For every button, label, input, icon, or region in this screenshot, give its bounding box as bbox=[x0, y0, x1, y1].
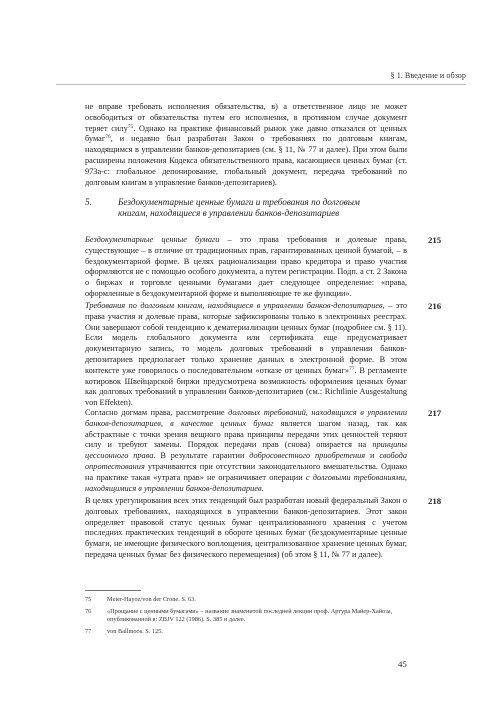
paragraph-217 bbox=[85, 408, 407, 494]
paragraph-217-text-4: и bbox=[365, 451, 380, 461]
term-uncertificated-securities: Бездокументарные ценные бумаги bbox=[85, 235, 220, 244]
paragraph-217-italic-3: добросовестного приобретения bbox=[249, 451, 366, 461]
paragraph-217-italic-1: долговых требований, находящихся в управлении банков-депозитариев, в качестве ценных бумаг bbox=[85, 408, 407, 428]
footnote-ref-76[interactable]: 76 bbox=[105, 134, 111, 141]
footnote-number: 75 bbox=[85, 596, 92, 603]
footnote-number: 77 bbox=[85, 628, 92, 635]
paragraph-216-text-2: . В регламенте котировок Швейцарской биржи предусмотрена возможность оформления ценных бумаг как долговых требований в управлении банков-депозитариев (см.: Richtlinie Ausgestaltung von Effekten). bbox=[85, 365, 408, 408]
paragraph-217-text-1: Согласно догмам права, рассмотрение bbox=[85, 408, 229, 417]
paragraph-217-italic-2: принципы цессионного права bbox=[85, 440, 407, 461]
intro-text-2: . Однако на практике финансовый рынок уже давно отказался от ценных бумаг bbox=[85, 123, 407, 144]
header-rule bbox=[56, 84, 466, 85]
footnote-ref-75[interactable]: 75 bbox=[127, 123, 134, 130]
footnote-text: von Ballmoos. S. 125. bbox=[107, 628, 163, 635]
margin-number-217: 217 bbox=[428, 408, 442, 418]
margin-number-218: 218 bbox=[428, 496, 442, 506]
paragraph-217-italic-4: свобода опротестования bbox=[85, 451, 407, 471]
paragraph-217-text-6: . bbox=[261, 483, 264, 493]
paragraph-217-text-5: утрачиваются при отсутствии законодательного вмешательства. Однако на практике такая «утрата прав» не ограничивает операции bbox=[85, 461, 407, 482]
footnote-text: «Прощание с ценными бумагами» – название знаменитой последней лекции проф. Артура Майер-Хайоза, опубликованной в: ZBJV 122 (1986). S. 385 и далее. bbox=[107, 608, 393, 624]
section-title: Бездокументарные ценные бумаги и требования по долговым книгам, находящиеся в управлении банков-депозитариев bbox=[118, 197, 360, 219]
paragraph-217-italic-5: с долговыми требованиями, находящимися в управлении банков-депозитариев bbox=[85, 472, 407, 493]
section-number: 5. bbox=[85, 197, 92, 207]
footnote-ref-77[interactable]: 77 bbox=[348, 365, 355, 372]
term-book-entry-claims: Требования по долговым книгам, находящиеся в управлении банков-депозитариев bbox=[85, 301, 383, 310]
footnote-77 bbox=[85, 628, 407, 636]
paragraph-218 bbox=[85, 496, 407, 561]
paragraph-216-text-1: , – это права участия и долевые права, которые зафиксированы только в электронных реестрах. Они завершают собой тенденцию к дематериализации ценных бумаг (подробнее см. § 11). Если модель глобального документа или сертификата еще предусматривает документарную запись, то модель долговых требований в управлении банков-депозитариев предполагает только хранение данных в электронной форме. В этом контексте уже говорилось о последовательном «отказе от ценных бумаг» bbox=[85, 301, 407, 375]
margin-number-215: 215 bbox=[428, 235, 442, 245]
footnote-text: Meier-Hayoz/von der Crone. S. 63. bbox=[107, 596, 196, 603]
footnote-75 bbox=[85, 596, 407, 604]
paragraph-218-text: В целях урегулирования всех этих тенденций был разработан новый федеральный Закон о долговых требованиях, находящихся в управлении банков-депозитариев. Этот закон определяет правовой статус ценных бумаг централизованного хранения с учетом последних практических тенденций в обороте ценных бумаг (бездокументарные ценные бумаги, не имеющие физического воплощения, централизованное хранение ценных бумаг, передача ценных бумаг без физического перемещения) (об этом § 11, № 77 и далее). bbox=[85, 496, 407, 559]
intro-text-3: , и недавно был разработан Закон о требованиях по долговым книгам, находящимся в управлении банков-депозитариев (см. § 11, № 77 и далее). При этом были расширены положения Кодекса обязательственного права, касающиеся ценных бумаг (ст. 973а-с: глобальное депонирование, глобальный документ, передача требований по долговым книгам в управление банков-депозитариев). bbox=[85, 134, 407, 187]
paragraph-216 bbox=[85, 301, 407, 409]
intro-text-1: не вправе требовать исполнения обязательства, в) а ответственное лицо не может освободиться от обязательства путем его исполнения, в противном случае документ теряет силу bbox=[85, 102, 407, 133]
paragraph-217-text-2: является шагом назад, так как абстрактные с точки зрения вещного права принципы передачи этих ценностей теряют силу и требуют замены. Порядок передачи прав (снова) опирается на bbox=[85, 418, 407, 450]
footnote-separator bbox=[85, 590, 141, 591]
paragraph-215-text: – это права требования и долевые права, существующие – в отличие от традиционных прав, гарантированных ценной бумагой, – в бездокументарной форме. В целях рационализации право кредитора и право участия оформляются не с помощью особого документа, а путем регистрации. Подп. а ст. 2 Закона о биржах и торговле ценными бумагами дает следующее определение: «права, оформленные в бездокументарной форме и выполняющие те же функции». bbox=[85, 235, 407, 298]
footnote-76 bbox=[85, 608, 407, 625]
margin-number-216: 216 bbox=[428, 301, 442, 311]
footnote-number: 76 bbox=[85, 608, 92, 615]
paragraph-217-text-3: . В результате гарантии bbox=[153, 451, 250, 461]
intro-paragraph bbox=[85, 102, 407, 188]
paragraph-215 bbox=[85, 235, 407, 300]
page-number: 45 bbox=[398, 659, 407, 669]
running-header: § 1. Введение и обзор bbox=[390, 71, 466, 80]
